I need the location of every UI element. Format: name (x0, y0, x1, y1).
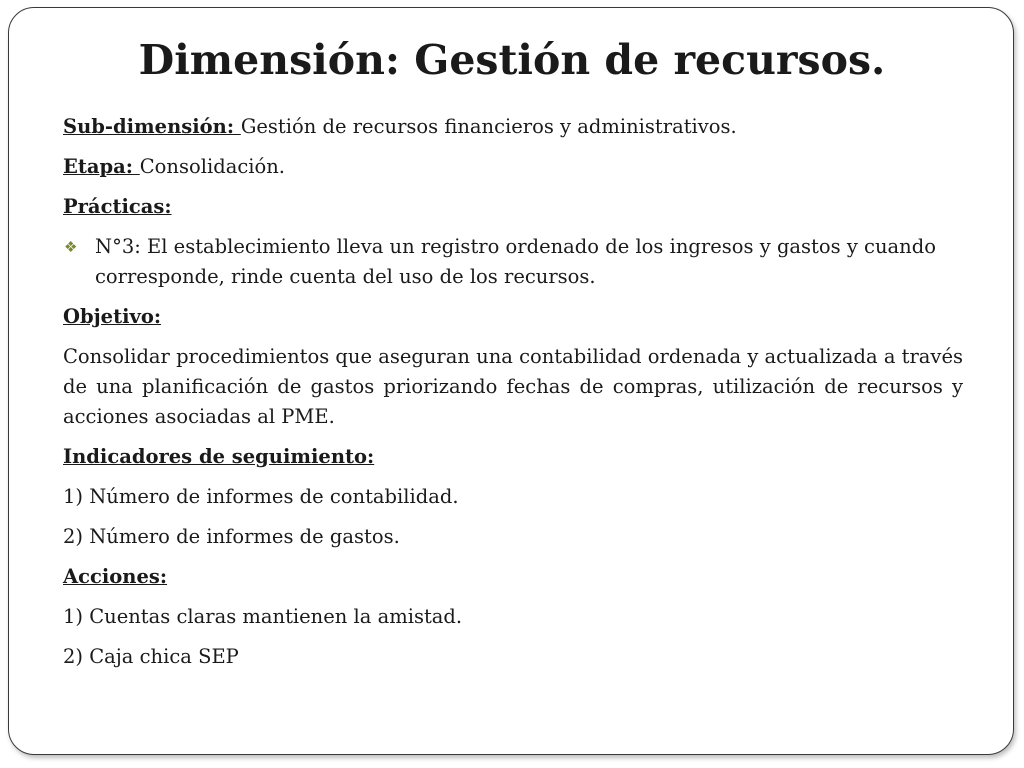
etapa-line (63, 152, 963, 182)
acciones-label: Acciones: (63, 565, 168, 588)
indicadores-heading (63, 442, 963, 472)
diamond-bullet-icon: ❖ (64, 238, 78, 256)
accion-item: 2) Caja chica SEP (63, 645, 239, 668)
practicas-label: Prácticas: (63, 195, 172, 218)
indicador-item: 1) Número de informes de contabilidad. (63, 485, 459, 508)
sub-dimension-line (63, 112, 963, 142)
objetivo-label: Objetivo: (63, 305, 162, 328)
indicador-item: 2) Número de informes de gastos. (63, 525, 400, 548)
sub-dimension-label: Sub-dimensión: (63, 115, 241, 138)
etapa-value: Consolidación. (139, 155, 285, 178)
practica-item-text: N°3: El establecimiento lleva un registro ordenado de los ingresos y gastos y cuando corresponde, rinde cuenta del uso de los recursos. (95, 235, 936, 288)
accion-item: 1) Cuentas claras mantienen la amistad. (63, 605, 463, 628)
acciones-heading (63, 562, 963, 592)
etapa-label: Etapa: (63, 155, 140, 178)
practica-item (63, 232, 963, 292)
practicas-heading (63, 192, 963, 222)
slide-title: Dimensión: Gestión de recursos. (138, 36, 886, 84)
indicadores-label: Indicadores de seguimiento: (63, 445, 375, 468)
slide-content (63, 112, 963, 682)
objetivo-text: Consolidar procedimientos que aseguran una contabilidad ordenada y actualizada a través de una planificación de gastos priorizando fechas de compras, utilización de recursos y acciones asociadas al PME. (63, 345, 963, 428)
sub-dimension-value: Gestión de recursos financieros y administrativos. (240, 115, 737, 138)
objetivo-heading (63, 302, 963, 332)
